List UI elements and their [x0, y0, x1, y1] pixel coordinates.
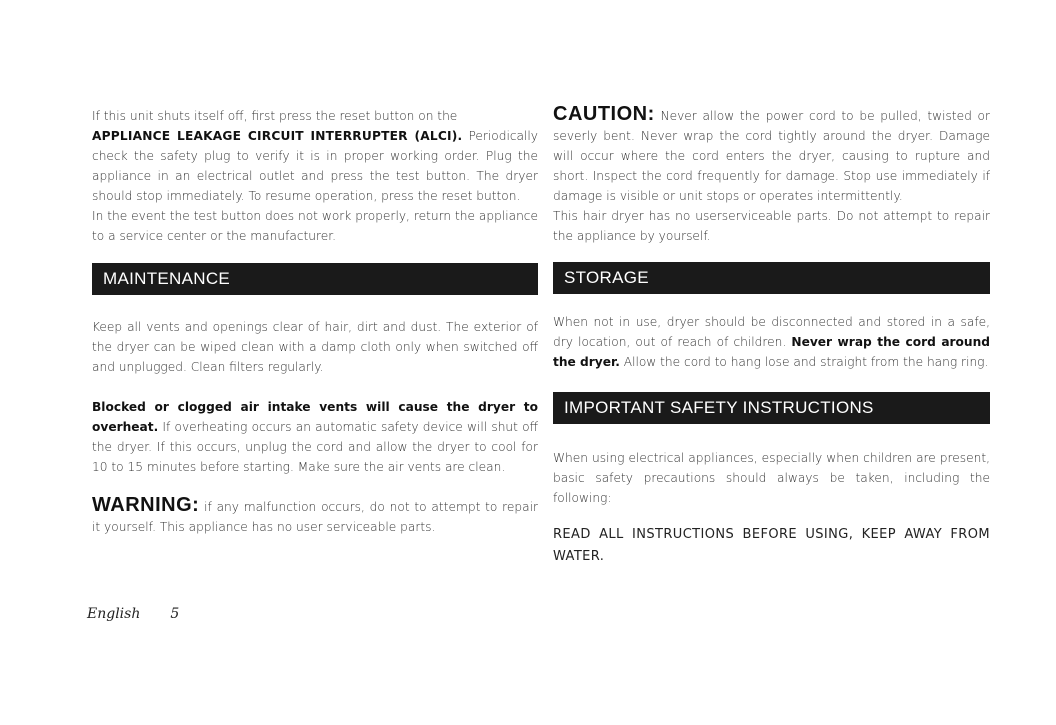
alci-paragraph: [92, 106, 538, 206]
page-number: 5: [170, 606, 180, 622]
test-button-paragraph: In the event the test button does not work properly, return the appliance to a service center or the manufacturer.: [92, 209, 538, 243]
storage-text-rest: Allow the cord to hang lose and straight from the hang ring.: [619, 355, 989, 369]
alci-rest: Periodically check the safety plug to verify it is in proper working order. Plug the appliance in an electrical outlet and press the test button. The dryer should stop immediately. To resume operation, press the reset button.: [92, 129, 538, 203]
alci-intro-line: If this unit shuts itself off, first press the reset button on the: [92, 109, 458, 123]
maintenance-heading: MAINTENANCE: [92, 263, 538, 295]
blocked-vents-bold: Blocked or clogged air intake vents will cause the dryer to overheat.: [92, 400, 538, 434]
read-instructions-line: READ ALL INSTRUCTIONS BEFORE USING, KEEP AWAY FROM WATER.: [553, 527, 990, 564]
maintenance-paragraph: Keep all vents and openings clear of hair, dirt and dust. The exterior of the dryer can be wiped clean with a damp cloth only when switched off and unplugged. Clean filters regularly.: [92, 320, 538, 374]
alci-bold-term: APPLIANCE LEAKAGE CIRCUIT INTERRUPTER (ALCI).: [92, 129, 463, 143]
caution-paragraph: [553, 104, 990, 206]
no-serviceable-parts-paragraph: This hair dryer has no userserviceable parts. Do not attempt to repair the appliance by yourself.: [553, 209, 990, 243]
safety-precautions-paragraph: When using electrical appliances, especially when children are present, basic safety precautions should always be taken, including the following:: [553, 451, 990, 505]
safety-instructions-heading: IMPORTANT SAFETY INSTRUCTIONS: [553, 392, 990, 424]
storage-text-start: When not in use, dryer should be disconnected and stored in a safe, dry location, out of reach of children.: [553, 315, 990, 349]
storage-bold: Never wrap the cord around the dryer.: [553, 335, 991, 369]
warning-text: if any malfunction occurs, do not to attempt to repair it yourself. This appliance has no user serviceable parts.: [92, 500, 538, 534]
page-footer: [87, 606, 179, 622]
right-column: [553, 104, 990, 568]
left-column: [92, 106, 538, 537]
caution-label: CAUTION:: [553, 103, 655, 125]
footer-language: English: [87, 606, 141, 622]
storage-paragraph: [553, 312, 990, 372]
blocked-vents-rest: If overheating occurs an automatic safety device will shut off the dryer. If this occurs, unplug the cord and allow the dryer to cool for 10 to 15 minutes before starting. Make sure the air vents are clean.: [92, 420, 538, 474]
warning-paragraph: [92, 495, 538, 537]
caution-text: Never allow the power cord to be pulled, twisted or severly bent. Never wrap the cord tightly around the dryer. Damage will occur where the cord enters the dryer, causing to rupture and short. Inspect the cord frequently for damage. Stop use immediately if damage is visible or unit stops or operates intermittently.: [553, 109, 990, 203]
warning-label: WARNING:: [92, 494, 200, 516]
storage-heading: STORAGE: [553, 262, 990, 294]
blocked-vents-paragraph: [92, 397, 538, 477]
